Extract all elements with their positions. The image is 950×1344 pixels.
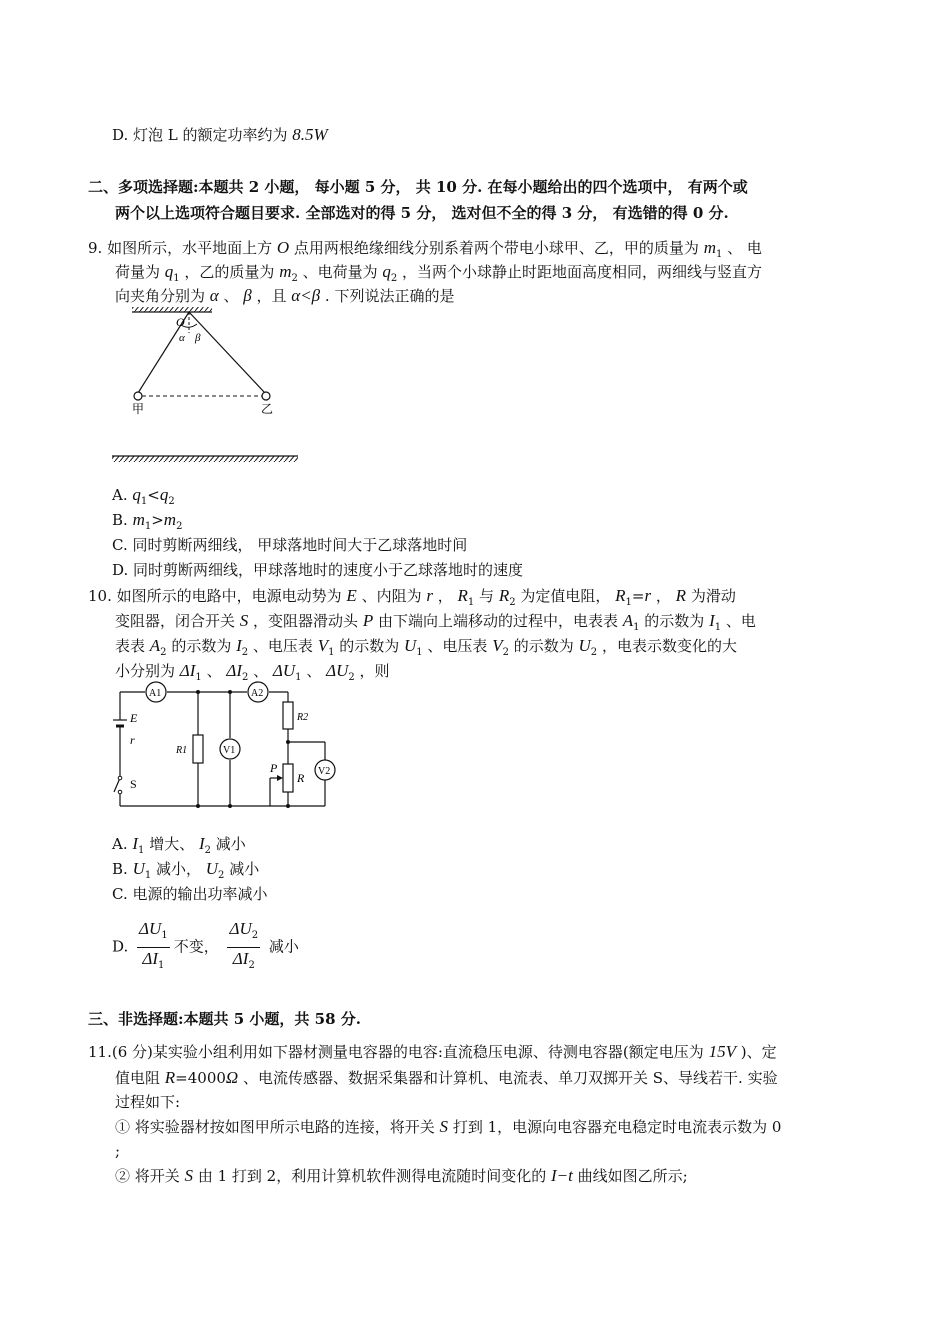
- ceiling-hatch: [132, 307, 212, 312]
- q10-stem-line4: 小分别为 $\Delta I_1$ 、 $\Delta I_2$ 、 $\Delta U_1$ 、 $\Delta U_2$ ，则: [115, 661, 390, 683]
- fraction-dU1-dI1: $\frac{\Delta U_1}{\Delta I_1}$: [139, 919, 168, 971]
- ball-yi: [262, 392, 270, 400]
- label-P: P: [270, 761, 278, 775]
- meter-A1-label: A1: [149, 688, 162, 699]
- q11-stem-line2: 值电阻 R=4000Ω 、电流传感器、数据采集器和计算机、电流表、单刀双掷开关 S、导线若干. 实验: [115, 1068, 778, 1087]
- label-O: O: [176, 315, 185, 329]
- meter-A2-label: A2: [251, 688, 264, 699]
- q9-option-a: A. $q_1<q_2$: [112, 485, 175, 507]
- ball-jia: [134, 392, 142, 400]
- label-r: r: [130, 733, 135, 747]
- q11-step-1-end: ;: [115, 1142, 121, 1160]
- label-S: S: [130, 777, 137, 791]
- ground-hatch: [112, 456, 298, 462]
- q11-step-2: ② 将开关 S 由 1 打到 2，利用计算机软件测得电流随时间变化的 I−t 曲线如图乙所示;: [115, 1166, 688, 1185]
- q10-option-d-prefix: D.: [112, 937, 129, 956]
- section-2-heading: 二、多项选择题:本题共 2 小题， 每小题 5 分， 共 10 分. 在每小题给出的四个选项中， 有两个或: [88, 178, 748, 196]
- q10-option-b: B. $U_1$ 减小， $U_2$ 减小: [112, 859, 260, 881]
- label-alpha: α: [179, 332, 185, 344]
- fraction-dU2-dI2: $\frac{\Delta U_2}{\Delta I_2}$: [229, 919, 259, 971]
- label-yi: 乙: [261, 402, 274, 416]
- q10-option-c: C. 电源的输出功率减小: [112, 885, 268, 903]
- label-R2: R2: [297, 712, 309, 723]
- q9-stem-line2: 荷量为 $q_1$ ，乙的质量为 $m_2$ 、电荷量为 $q_2$ ，当两个小球静止时距地面高度相同，两细线与竖直方: [115, 262, 763, 284]
- q9-option-c: C. 同时剪断两细线， 甲球落地时间大于乙球落地时间: [112, 536, 468, 554]
- section-3-heading: 三、非选择题:本题共 5 小题，共 58 分.: [88, 1010, 361, 1028]
- q11-stem-line1: 11.(6 分)某实验小组利用如下器材测量电容器的电容:直流稳压电源、待测电容器(额定电压为 15V )、定: [88, 1042, 777, 1061]
- q9-stem-line3: 向夹角分别为 α 、 β ，且 α<β . 下列说法正确的是: [115, 286, 455, 305]
- label-jia: 甲: [132, 402, 145, 416]
- label-R1: R1: [176, 745, 188, 756]
- q9-option-b: B. $m_1>m_2$: [112, 510, 183, 532]
- q10-stem-line2: 变阻器，闭合开关 S ，变阻器滑动头 P 由下端向上端移动的过程中，电表表 $A_1$ 的示数为 $I_1$ 、电: [115, 611, 756, 633]
- label-beta: β: [195, 332, 201, 344]
- label-E: E: [130, 711, 138, 725]
- q9-option-d: D. 同时剪断两细线，甲球落地时的速度小于乙球落地时的速度: [112, 561, 524, 579]
- q9-stem-line1: 9. 如图所示，水平地面上方 O 点用两根绝缘细线分别系着两个带电小球甲、乙，甲的质量为 $m_1$ 、 电: [88, 238, 762, 260]
- q10-circuit-figure: [110, 680, 345, 810]
- q9-figure: [110, 305, 310, 470]
- string-right: [189, 312, 265, 393]
- q10-stem-line1: 10. 如图所示的电路中，电源电动势为 E 、内阻为 r ， $R_1$ 与 $R_2$ 为定值电阻， $R_1=r$ ， R 为滑动: [88, 586, 736, 608]
- q8-option-d: D. 灯泡 L 的额定功率约为 8.5W: [112, 125, 328, 144]
- meter-V2-label: V2: [318, 766, 331, 777]
- q10-option-a: A. $I_1$ 增大、 $I_2$ 减小: [112, 834, 246, 856]
- q10-option-d: [112, 918, 299, 977]
- q10-stem-line3: 表表 $A_2$ 的示数为 $I_2$ 、电压表 $V_1$ 的示数为 $U_1$ 、电压表 $V_2$ 的示数为 $U_2$ ，电表示数变化的大: [115, 636, 737, 658]
- label-R: R: [297, 771, 305, 785]
- q11-step-1: ① 将实验器材按如图甲所示电路的连接，将开关 S 打到 1，电源向电容器充电稳定时电流表示数为 0: [115, 1117, 782, 1136]
- q11-stem-line3: 过程如下:: [115, 1093, 181, 1111]
- q10-option-d-mid: 不变，: [173, 937, 219, 956]
- section-2-heading-cont: 两个以上选项符合题目要求. 全部选对的得 5 分， 选对但不全的得 3 分， 有选错的得 0 分.: [115, 204, 729, 222]
- q10-option-d-suffix: 减小: [268, 937, 299, 956]
- meter-V1-label: V1: [223, 745, 236, 756]
